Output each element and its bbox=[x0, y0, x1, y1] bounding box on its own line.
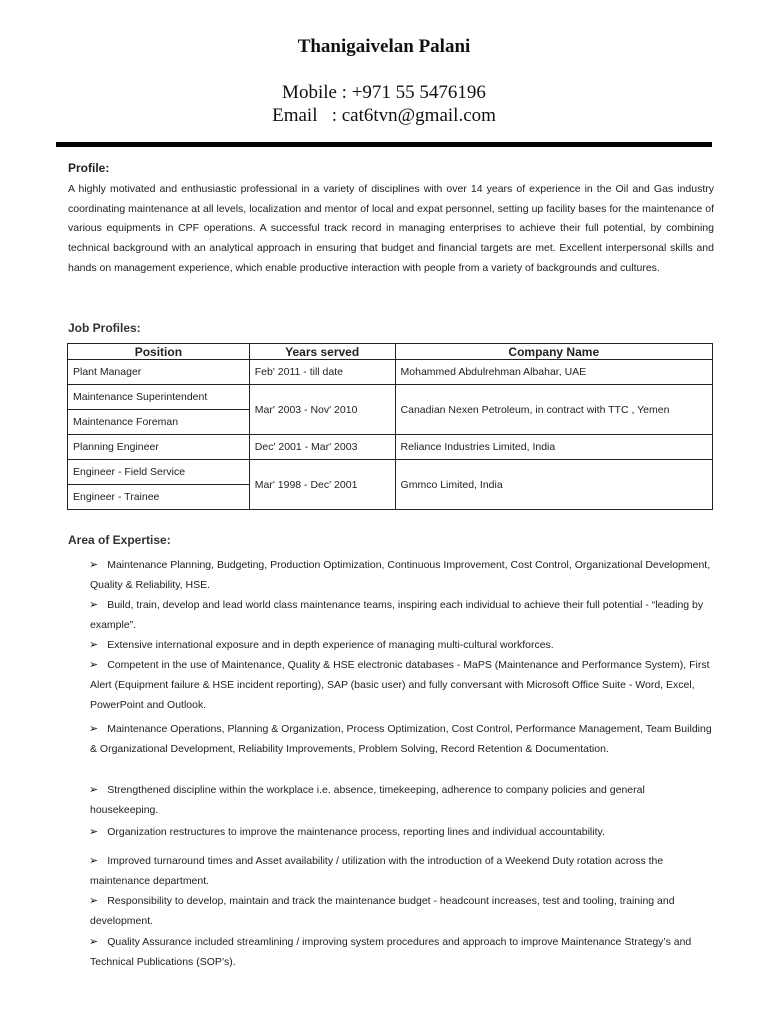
list-item bbox=[90, 655, 716, 715]
list-item bbox=[90, 851, 716, 891]
job-profiles-table bbox=[67, 343, 713, 510]
mobile-number: Mobile : +971 55 5476196 bbox=[282, 82, 486, 103]
table-row bbox=[68, 435, 713, 460]
list-item-text: Build, train, develop and lead world class maintenance teams, inspiring each individual to achieve their full potential - “leading by example”. bbox=[90, 599, 704, 631]
table-row bbox=[68, 360, 713, 385]
list-item bbox=[90, 719, 716, 759]
header-divider bbox=[56, 142, 712, 147]
table-row bbox=[68, 385, 713, 410]
profile-summary: A highly motivated and enthusiastic professional in a variety of disciplines with over 14 years of experience in the Oil and Gas industry coordinating maintenance at all levels, localization and mentor of local and expat personnel, setting up facility bases for the maintenance of various equipments in CPF operations. A successful track record in managing enterprises to achieve their full potential, by combining technical background with an analytical approach in ensuring that budget and financial targets are met. Excellent interpersonal skills and hands on management experience, which enable productive interaction with people from a variety of backgrounds and cultures. bbox=[68, 183, 714, 274]
list-item-text: Extensive international exposure and in depth experience of managing multi-cultural workforces. bbox=[107, 639, 554, 651]
list-item-text: Strengthened discipline within the workplace i.e. absence, timekeeping, adherence to company policies and general housekeeping. bbox=[90, 784, 645, 816]
cell-position: Engineer - Trainee bbox=[68, 485, 250, 510]
list-item-text: Maintenance Planning, Budgeting, Production Optimization, Continuous Improvement, Cost Control, Organizational Development, Quality & Reliability, HSE. bbox=[90, 559, 711, 591]
cell-position: Engineer - Field Service bbox=[68, 460, 250, 485]
list-item-text: Quality Assurance included streamlining / improving system procedures and approach to improve Maintenance Strategy’s and Technical Publications (SOP’s). bbox=[90, 936, 692, 968]
bullet-arrow-icon: ➢ bbox=[89, 599, 99, 611]
list-item-text: Maintenance Operations, Planning & Organization, Process Optimization, Cost Control, Performance Management, Team Building & Organizational Development, Reliability Improvements, Problem Solving, Record Retention & Documentation. bbox=[90, 723, 712, 755]
column-header-company: Company Name bbox=[395, 344, 712, 360]
bullet-arrow-icon: ➢ bbox=[89, 826, 99, 838]
cell-company: Canadian Nexen Petroleum, in contract with TTC , Yemen bbox=[395, 385, 712, 435]
cell-years: Dec' 2001 - Mar' 2003 bbox=[249, 435, 395, 460]
cell-position: Planning Engineer bbox=[68, 435, 250, 460]
list-item-text: Organization restructures to improve the maintenance process, reporting lines and individual accountability. bbox=[107, 826, 605, 838]
bullet-arrow-icon: ➢ bbox=[89, 559, 99, 571]
candidate-name: Thanigaivelan Palani bbox=[297, 36, 471, 57]
column-header-position: Position bbox=[68, 344, 250, 360]
cell-years: Mar' 1998 - Dec' 2001 bbox=[249, 460, 395, 510]
list-item bbox=[90, 635, 716, 655]
bullet-arrow-icon: ➢ bbox=[89, 659, 99, 671]
cell-position: Plant Manager bbox=[68, 360, 250, 385]
list-item-text: Responsibility to develop, maintain and track the maintenance budget - headcount increases, test and tooling, training and development. bbox=[90, 895, 675, 927]
list-item-text: Improved turnaround times and Asset availability / utilization with the introduction of a Weekend Duty rotation across the maintenance department. bbox=[90, 855, 664, 887]
bullet-arrow-icon: ➢ bbox=[89, 855, 99, 867]
email-text: Email : cat6tvn@gmail.com bbox=[272, 105, 496, 126]
cell-company: Gmmco Limited, India bbox=[395, 460, 712, 510]
bullet-arrow-icon: ➢ bbox=[89, 936, 99, 948]
bullet-arrow-icon: ➢ bbox=[89, 723, 99, 735]
job-profiles-heading: Job Profiles: bbox=[68, 321, 141, 335]
email-address bbox=[0, 105, 768, 127]
list-item bbox=[90, 822, 716, 842]
list-item bbox=[90, 891, 716, 931]
table-row bbox=[68, 460, 713, 485]
bullet-arrow-icon: ➢ bbox=[89, 895, 99, 907]
profile-heading: Profile: bbox=[68, 161, 110, 175]
expertise-heading: Area of Expertise: bbox=[68, 533, 171, 547]
list-item bbox=[90, 595, 716, 635]
cell-company: Reliance Industries Limited, India bbox=[395, 435, 712, 460]
table-header-row bbox=[68, 344, 713, 360]
list-item bbox=[90, 555, 716, 595]
list-item-text: Competent in the use of Maintenance, Quality & HSE electronic databases - MaPS (Maintenance and Performance System), First Alert (Equipment failure & HSE incident reporting), SAP (basic user) and fully conversant with Microsoft Office Suite - Word, Excel, PowerPoint and Outlook. bbox=[90, 659, 710, 711]
cell-position: Maintenance Foreman bbox=[68, 410, 250, 435]
column-header-years: Years served bbox=[249, 344, 395, 360]
bullet-arrow-icon: ➢ bbox=[89, 784, 99, 796]
cell-company: Mohammed Abdulrehman Albahar, UAE bbox=[395, 360, 712, 385]
list-item bbox=[90, 932, 716, 972]
cell-position: Maintenance Superintendent bbox=[68, 385, 250, 410]
cell-years: Feb' 2011 - till date bbox=[249, 360, 395, 385]
bullet-arrow-icon: ➢ bbox=[89, 639, 99, 651]
list-item bbox=[90, 780, 716, 820]
cell-years: Mar' 2003 - Nov' 2010 bbox=[249, 385, 395, 435]
